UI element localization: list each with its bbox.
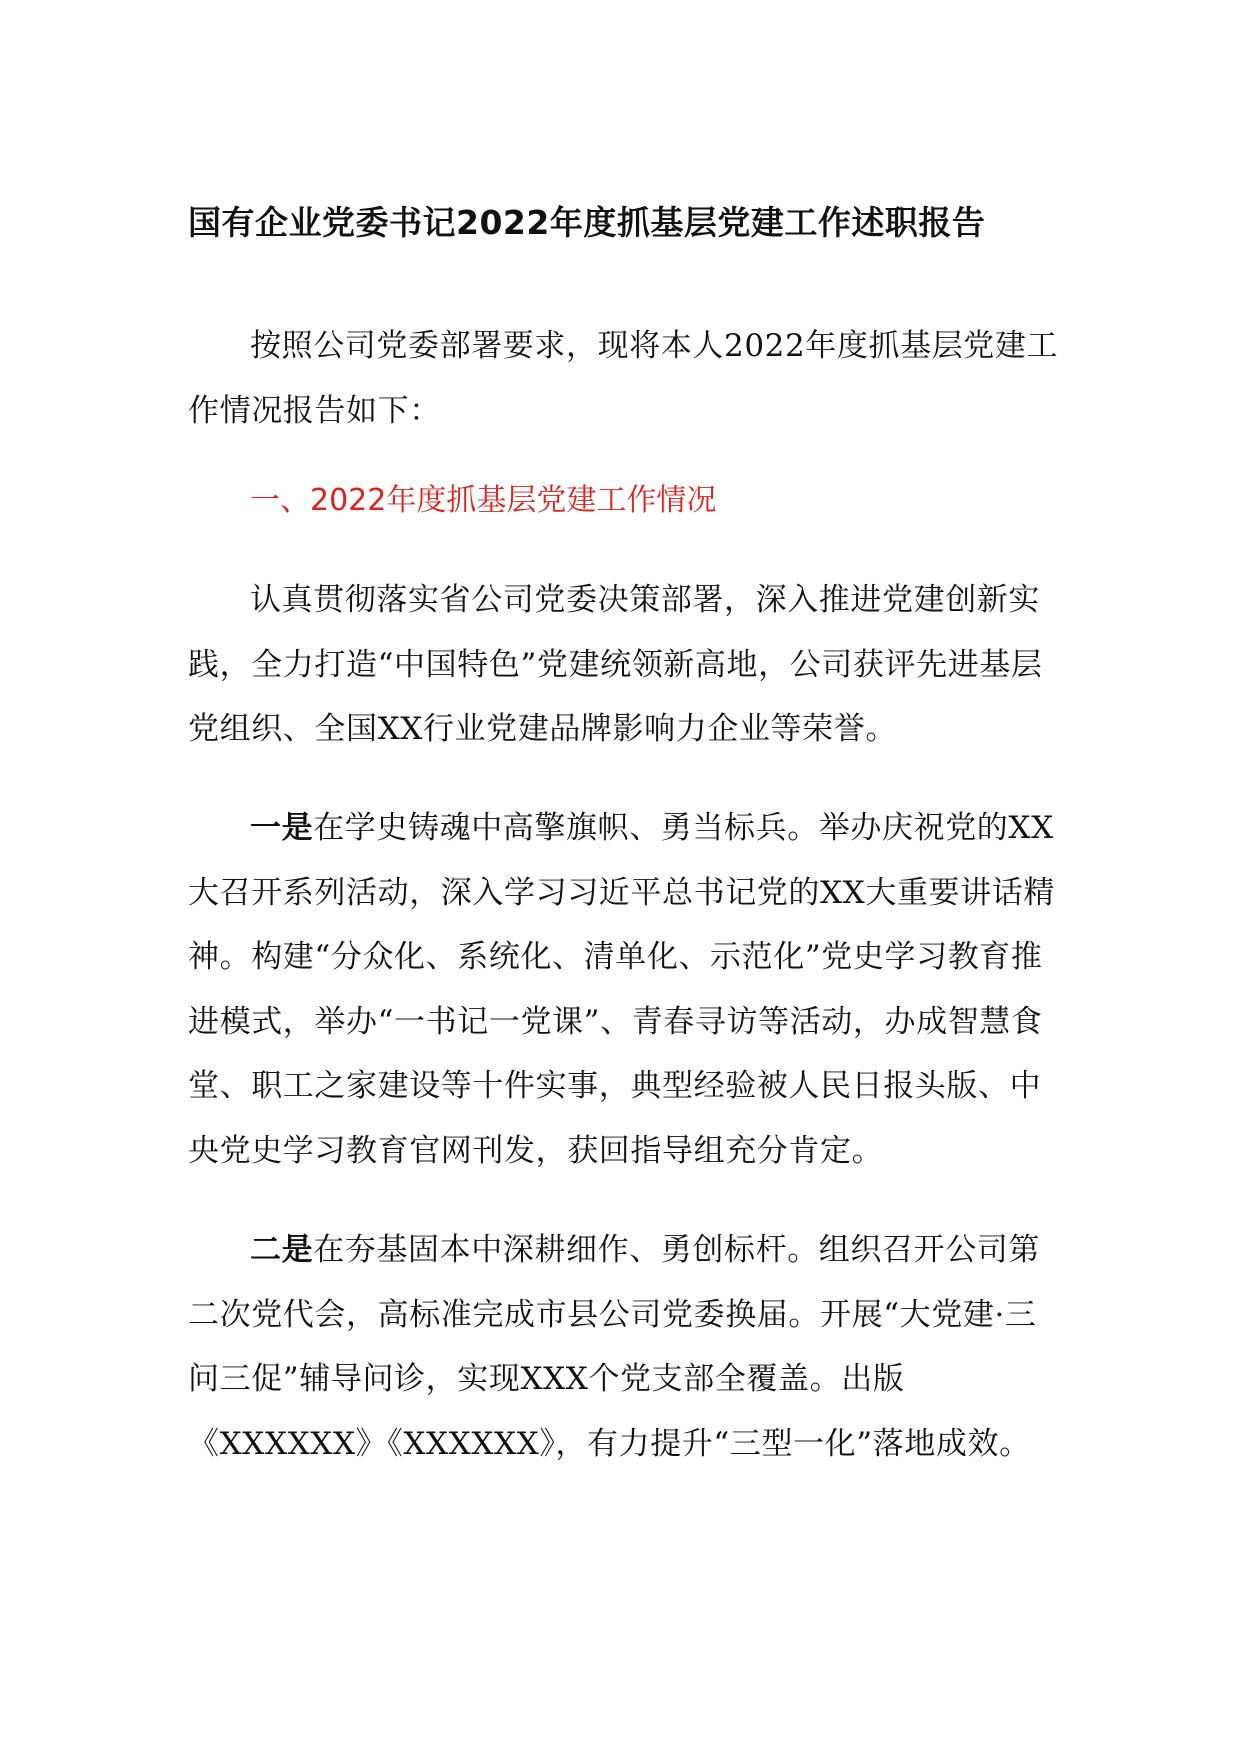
point-one-text: 在学史铸魂中高擎旗帜、勇当标兵。举办庆祝党的XX大召开系列活动，深入学习习近平总书记党的XX大重要讲话精神。构建“分众化、系统化、清单化、示范化”党史学习教育推进模式，举办“一书记一党课”、青春寻访等活动，办成智慧食堂、职工之家建设等十件实事，典型经验被人民日报头版、中央党史学习教育官网刊发，获回指导组充分肯定。: [188, 810, 1055, 1169]
point-two-text: 在夯基固本中深耕细作、勇创标杆。组织召开公司第二次党代会，高标准完成市县公司党委换届。开展“大党建·三问三促”辅导问诊，实现XXX个党支部全覆盖。出版《XXXXXX》《XXXXXX》，有力提升“三型一化”落地成效。: [188, 1232, 1041, 1462]
intro-paragraph: 按照公司党委部署要求，现将本人2022年度抓基层党建工作情况报告如下：: [188, 328, 1059, 429]
document-title: 国有企业党委书记2022年度抓基层党建工作述职报告: [188, 203, 986, 242]
point-one-lead: 一是: [250, 810, 314, 846]
section-heading: 一、2022年度抓基层党建工作情况: [250, 483, 717, 518]
point-one-paragraph: [188, 796, 1068, 1183]
overview-paragraph: 认真贯彻落实省公司党委决策部署，深入推进党建创新实践，全力打造“中国特色”党建统领新高地，公司获评先进基层党组织、全国XX行业党建品牌影响力企业等荣誉。: [188, 582, 1043, 747]
point-two-paragraph: [188, 1218, 1068, 1476]
point-two-lead: 二是: [250, 1232, 314, 1268]
